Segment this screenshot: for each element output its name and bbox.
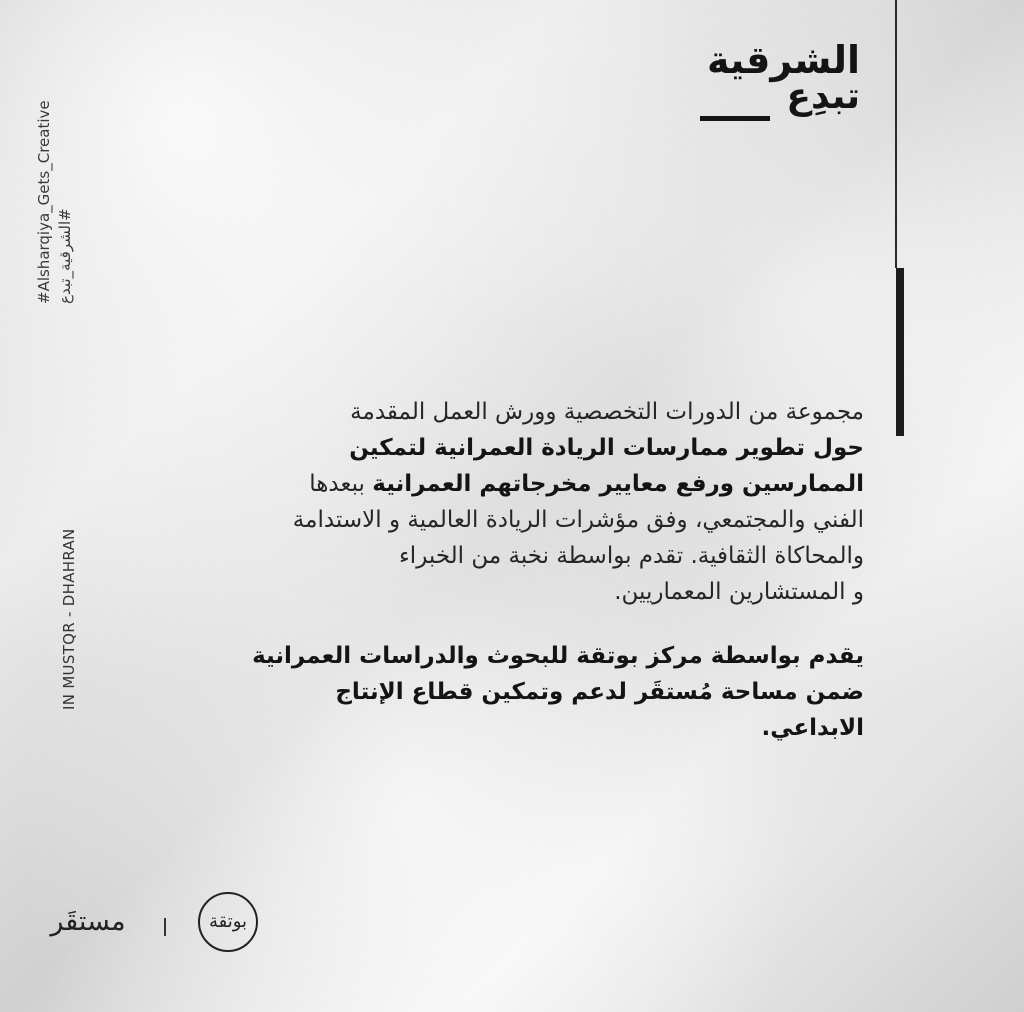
description-line-3-regular: ببعدها — [309, 471, 373, 497]
paragraph-gap — [160, 610, 864, 638]
vertical-frame-line — [895, 0, 897, 268]
vertical-accent-bar — [896, 268, 904, 436]
description-line-9: الابداعي. — [761, 715, 864, 741]
location-label: IN MUSTQR - DHAHRAN — [60, 528, 78, 710]
hashtag-arabic: #الشرقية_تبدع — [56, 208, 74, 304]
hashtag-english: #Alsharqiya_Gets_Creative — [35, 100, 53, 304]
footer-separator — [164, 918, 166, 936]
description-line-1: مجموعة من الدورات التخصصية وورش العمل المقدمة — [350, 399, 864, 425]
hashtags-vertical — [34, 44, 98, 304]
description-line-6: و المستشارين المعماريين. — [614, 579, 864, 605]
description-line-5: والمحاكاة الثقافية. تقدم بواسطة نخبة من الخبراء — [398, 543, 864, 569]
logo-underline — [700, 116, 770, 121]
description-line-4: الفني والمجتمعي، وفق مؤشرات الريادة العالمية و الاستدامة — [292, 507, 864, 533]
bawtaqa-seal-logo — [198, 892, 258, 952]
mustaqar-logo: مستقَر — [50, 906, 126, 937]
bawtaqa-seal-text: بوتقة — [208, 911, 248, 932]
logo-line-2: تبدِع — [786, 76, 860, 117]
description-line-3 — [160, 466, 864, 502]
logo-line-1: الشرقية — [706, 38, 860, 82]
description-line-7: يقدم بواسطة مركز بوتقة للبحوث والدراسات العمرانية — [252, 643, 864, 669]
description-line-3-bold: الممارسين ورفع معايير مخرجاتهم العمرانية — [372, 471, 864, 497]
sharqiya-tabdea-logo — [700, 38, 860, 117]
description-line-2: حول تطوير ممارسات الريادة العمرانية لتمكين — [349, 435, 864, 461]
description-line-8: ضمن مساحة مُستقَر لدعم وتمكين قطاع الإنتاج — [335, 679, 864, 705]
description-text — [160, 394, 864, 746]
